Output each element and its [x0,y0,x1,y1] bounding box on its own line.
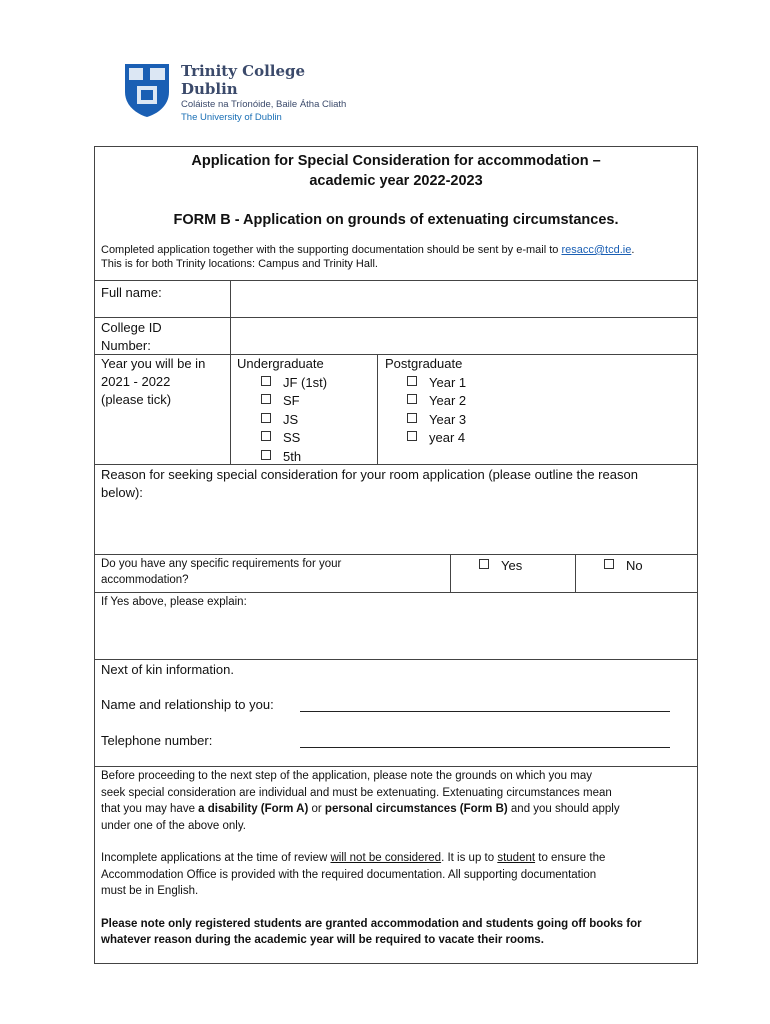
requirements-label-line1: Do you have any specific requirements for your [101,558,342,570]
checkbox-icon[interactable] [261,431,271,441]
undergraduate-title: Undergraduate [237,356,324,371]
reason-label-line1: Reason for seeking special consideration for your room application (please outline the reason [101,467,638,482]
form-b-ref: personal circumstances (Form B) [324,803,508,815]
kin-title: Next of kin information. [101,662,234,677]
full-name-field[interactable] [231,281,697,317]
note-line: under one of the above only. [101,819,246,832]
checkbox-icon[interactable] [407,394,417,404]
row-divider [95,592,697,593]
option-year3[interactable] [385,411,466,430]
checkbox-icon[interactable] [261,394,271,404]
college-id-label-line1: College ID [101,320,162,335]
option-year2[interactable] [385,392,466,411]
intro-line1-prefix: Completed application together with the supporting documentation should be sent by e-mail to [101,244,562,256]
yes-label: Yes [501,558,523,573]
option-label: JS [283,411,299,427]
checkbox-icon[interactable] [407,376,417,386]
row-divider [95,766,697,767]
column-divider [575,554,576,592]
undergraduate-group [237,355,327,466]
option-label: SS [283,430,301,445]
option-sf[interactable] [237,392,327,411]
kin-phone-field[interactable] [300,747,670,748]
checkbox-icon[interactable] [407,431,417,441]
application-form [94,146,698,964]
option-year1[interactable] [385,374,466,393]
intro-line1-suffix: . [631,244,635,256]
note-underlined: will not be considered [330,852,442,864]
option-ss[interactable] [237,429,327,448]
option-label: JF (1st) [283,374,328,390]
checkbox-icon[interactable] [261,450,271,460]
tcd-crest-icon [123,62,171,118]
postgraduate-group [385,355,466,448]
no-label: No [626,558,643,573]
note-text: Incomplete applications at the time of review [101,852,331,864]
checkbox-icon[interactable] [604,559,614,569]
option-label: Year 1 [429,374,467,390]
note-line [101,801,695,818]
notes-section [101,768,695,949]
kin-name-field[interactable] [300,711,670,712]
row-divider [95,554,697,555]
if-yes-label: If Yes above, please explain: [101,596,247,608]
column-divider [377,354,378,464]
note-text: that you may have [101,803,199,815]
checkbox-icon[interactable] [407,413,417,423]
note-bold-line: whatever reason during the academic year will be required to vacate their rooms. [101,934,544,946]
note-line: must be in English. [101,885,199,897]
note-line: Accommodation Office is provided with the required documentation. All supporting documentation [101,868,597,881]
option-5th[interactable] [237,448,327,467]
option-label: year 4 [429,430,466,445]
full-name-label: Full name: [101,285,162,300]
intro-line2: This is for both Trinity locations: Campus and Trinity Hall. [101,258,378,270]
note-line [101,850,695,867]
requirements-label-line2: accommodation? [101,574,189,586]
note-text: to ensure the [535,852,606,864]
note-bold-line: Please note only registered students are granted accommodation and students going off books for [101,917,642,930]
kin-name-label: Name and relationship to you: [101,697,274,712]
email-link[interactable]: resacc@tcd.ie [561,244,632,256]
note-text: or [308,803,325,815]
logo-university: The University of Dublin [181,112,282,123]
option-label: 5th [283,448,302,464]
note-text: and you should apply [507,803,620,815]
option-label: SF [283,393,300,408]
column-divider [450,554,451,592]
college-id-field[interactable] [231,318,697,354]
checkbox-icon[interactable] [261,413,271,423]
requirements-label [101,556,341,588]
note-underlined: student [497,852,536,864]
logo-name: Trinity College Dublin [181,62,306,98]
row-divider [95,464,697,465]
note-text: . It is up to [441,852,498,864]
form-title-line2: academic year 2022-2023 [309,173,483,189]
yes-option[interactable] [479,557,522,576]
checkbox-icon[interactable] [479,559,489,569]
note-line: Before proceeding to the next step of the application, please note the grounds on which you may [101,770,592,782]
reason-field[interactable] [95,503,697,553]
intro-text [101,243,695,271]
postgraduate-title: Postgraduate [385,356,463,371]
college-id-label-line2: Number: [101,338,151,353]
year-label-line2: 2021 - 2022 [101,374,171,389]
reason-label-line2: below): [101,485,143,500]
checkbox-icon[interactable] [261,376,271,386]
year-label-line3: (please tick) [101,392,172,407]
college-id-label [101,319,162,355]
form-title-line1: Application for Special Consideration for accommodation – [191,153,601,169]
no-option[interactable] [604,557,643,576]
form-b-title: FORM B - Application on grounds of extenuating circumstances. [173,212,619,228]
kin-phone-label: Telephone number: [101,733,213,748]
option-jf[interactable] [237,374,327,393]
if-yes-field[interactable] [95,611,697,658]
row-divider [95,659,697,660]
year-label [101,355,205,409]
option-year4[interactable] [385,429,466,448]
logo-irish-name: Coláiste na Tríonóide, Baile Átha Cliath [181,99,347,110]
year-label-line1: Year you will be in [101,356,206,371]
tcd-logo [123,62,363,122]
option-js[interactable] [237,411,327,430]
option-label: Year 2 [429,393,467,408]
form-a-ref: a disability (Form A) [198,803,309,815]
note-line: seek special consideration are individual and must be extenuating. Extenuating circumstances mean [101,786,612,799]
reason-label [101,466,695,502]
option-label: Year 3 [429,411,467,427]
